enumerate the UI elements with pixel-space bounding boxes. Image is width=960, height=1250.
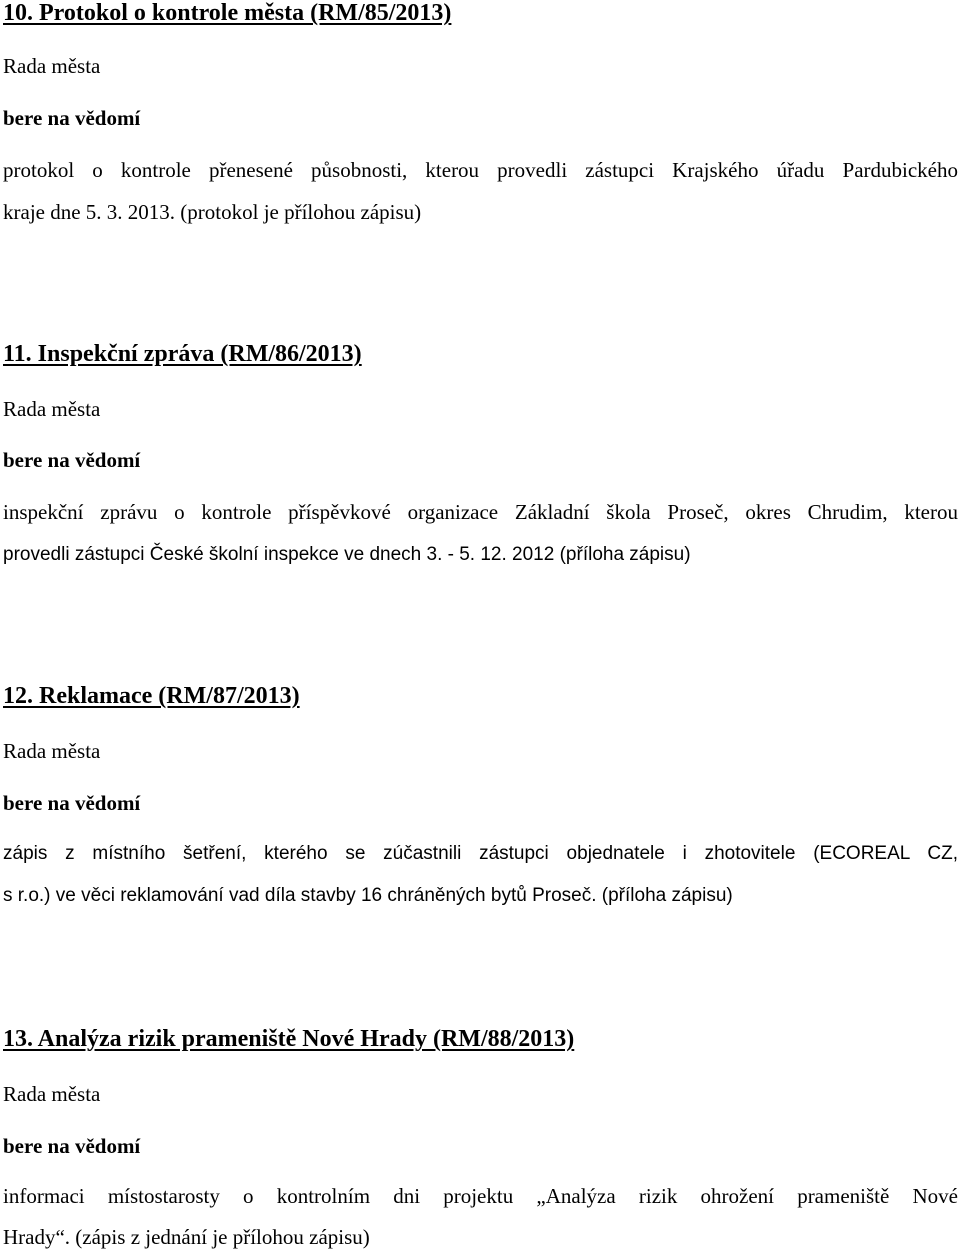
section-12-title: 12. Reklamace (RM/87/2013) bbox=[3, 683, 300, 709]
section-13-text-line-2: Hrady“. (zápis z jednání je přílohou zápisu) bbox=[3, 1225, 370, 1249]
section-12-text-line-2: s r.o.) ve věci reklamování vad díla stavby 16 chráněných bytů Proseč. (příloha zápisu) bbox=[3, 885, 733, 906]
section-13-verb: bere na vědomí bbox=[3, 1134, 141, 1158]
section-10-title: 10. Protokol o kontrole města (RM/85/2013) bbox=[3, 0, 452, 26]
section-11-title: 11. Inspekční zpráva (RM/86/2013) bbox=[3, 341, 362, 367]
section-13-title: 13. Analýza rizik prameniště Nové Hrady (RM/88/2013) bbox=[3, 1026, 575, 1052]
section-13-body: Rada města bbox=[3, 1082, 101, 1106]
section-10-text-line-2: kraje dne 5. 3. 2013. (protokol je přílohou zápisu) bbox=[3, 200, 422, 224]
section-11-body: Rada města bbox=[3, 397, 101, 421]
section-13-text-line-1: informaci místostarosty o kontrolním dni projektu „Analýza rizik ohrožení prameniště Nové bbox=[3, 1184, 958, 1208]
section-12-text-line-1: zápis z místního šetření, kterého se zúčastnili zástupci objednatele i zhotovitele (ECOREAL CZ, bbox=[3, 843, 958, 864]
section-12-body: Rada města bbox=[3, 739, 101, 763]
section-10-verb: bere na vědomí bbox=[3, 106, 141, 130]
section-11-text-line-1: inspekční zprávu o kontrole příspěvkové organizace Základní škola Proseč, okres Chrudim, kterou bbox=[3, 500, 958, 524]
section-11-verb: bere na vědomí bbox=[3, 448, 141, 472]
section-10-body: Rada města bbox=[3, 54, 101, 78]
section-10-text-line-1: protokol o kontrole přenesené působnosti, kterou provedli zástupci Krajského úřadu Pardubického bbox=[3, 158, 958, 182]
section-11-text-line-2: provedli zástupci České školní inspekce ve dnech 3. - 5. 12. 2012 (příloha zápisu) bbox=[3, 544, 691, 565]
section-12-verb: bere na vědomí bbox=[3, 791, 141, 815]
